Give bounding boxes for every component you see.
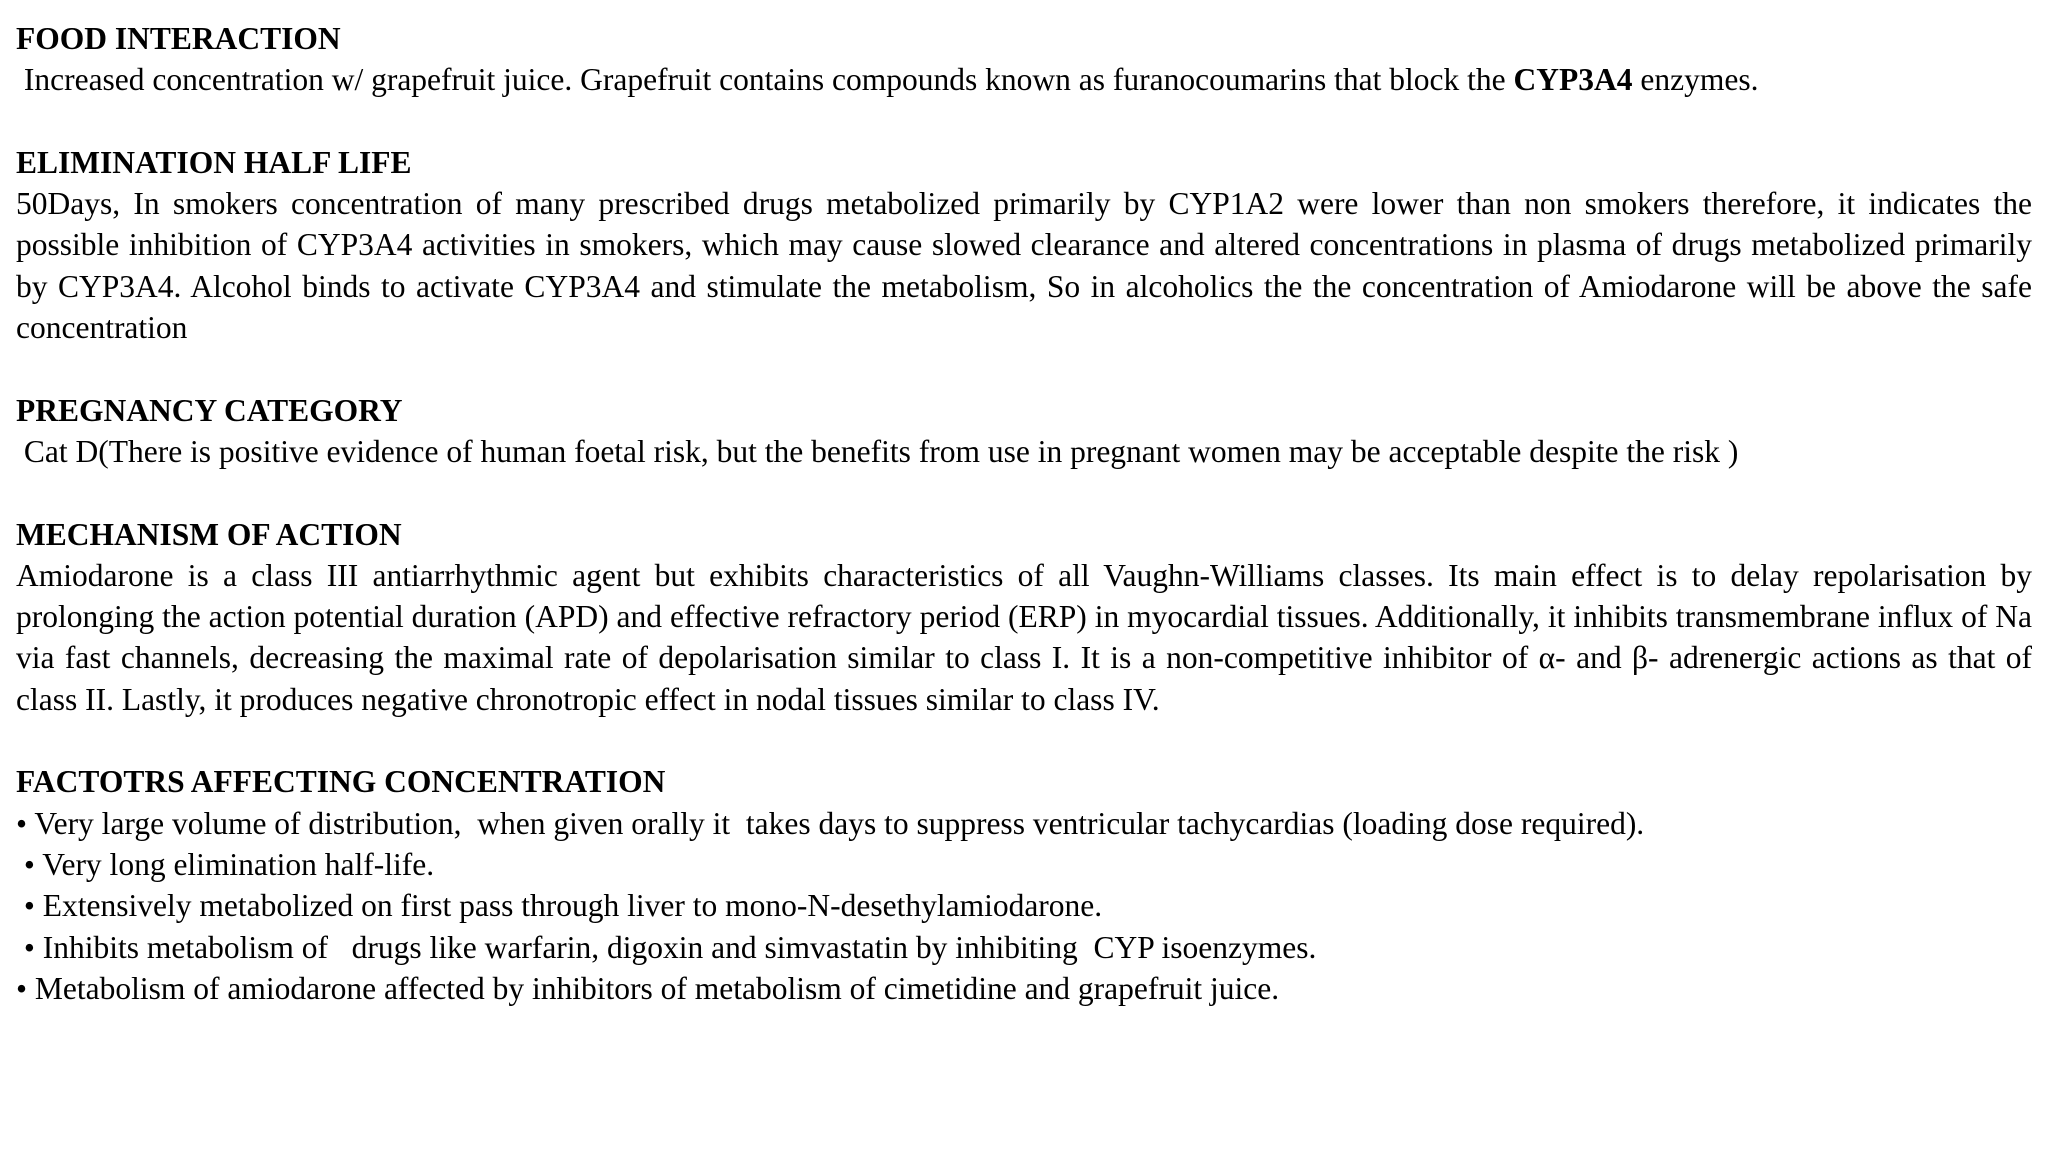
pregnancy-category-heading: PREGNANCY CATEGORY [16,392,403,428]
mechanism-of-action-section [16,514,2040,720]
pregnancy-category-section [16,390,2032,473]
elimination-half-life-section [16,142,2040,348]
list-item: • Inhibits metabolism of drugs like warfarin, digoxin and simvastatin by inhibiting CYP isoenzymes. [16,929,1317,965]
food-interaction-text-end: enzymes. [1632,62,1759,98]
list-item: • Extensively metabolized on first pass through liver to mono-N-desethylamiodarone. [16,888,1103,924]
mechanism-of-action-text: Amiodarone is a class III antiarrhythmic agent but exhibits characteristics of all Vaughn-Williams classes. Its main effect is to delay repolarisation by prolonging the action potential duration (APD) and effective refractory period (ERP) in myocardial tissues. Additionally, it inhibits transmembrane influx of Na via fast channels, decreasing the maximal rate of depolarisation similar to class I. It is a non-competitive inhibitor of α- and β- adrenergic actions as that of class II. Lastly, it produces negative chronotropic effect in nodal tissues similar to class IV. [16,557,2040,717]
mechanism-of-action-heading: MECHANISM OF ACTION [16,516,402,552]
cyp3a4-emphasis: CYP3A4 [1513,62,1633,98]
pregnancy-category-text: Cat D(There is positive evidence of human foetal risk, but the benefits from use in pregnant women may be acceptable despite the risk ) [16,433,1739,469]
factors-list [16,803,2032,1009]
food-interaction-heading: FOOD INTERACTION [16,21,341,56]
list-item: • Very large volume of distribution, when given orally it takes days to suppress ventricular tachycardias (loading dose required). [16,805,1645,841]
food-interaction-text [16,59,2032,100]
elimination-half-life-text: 50Days, In smokers concentration of many prescribed drugs metabolized primarily by CYP1A2 were lower than non smokers therefore, it indicates the possible inhibition of CYP3A4 activities in smokers, which may cause slowed clearance and altered concentrations in plasma of drugs metabolized primarily by CYP3A4. Alcohol binds to activate CYP3A4 and stimulate the metabolism, So in alcoholics the the concentration of Amiodarone will be above the safe concentration [16,186,2040,346]
factors-affecting-concentration-heading: FACTOTRS AFFECTING CONCENTRATION [16,764,666,800]
list-item: • Metabolism of amiodarone affected by inhibitors of metabolism of cimetidine and grapefruit juice. [16,970,1280,1006]
slide-content [16,18,2040,1050]
elimination-half-life-heading: ELIMINATION HALF LIFE [16,144,412,180]
factors-affecting-concentration-section [16,761,2032,1009]
food-interaction-section [16,18,2032,101]
list-item: • Very long elimination half-life. [16,846,435,882]
food-interaction-text-start: Increased concentration w/ grapefruit juice. Grapefruit contains compounds known as furanocoumarins that block the [16,62,1514,98]
